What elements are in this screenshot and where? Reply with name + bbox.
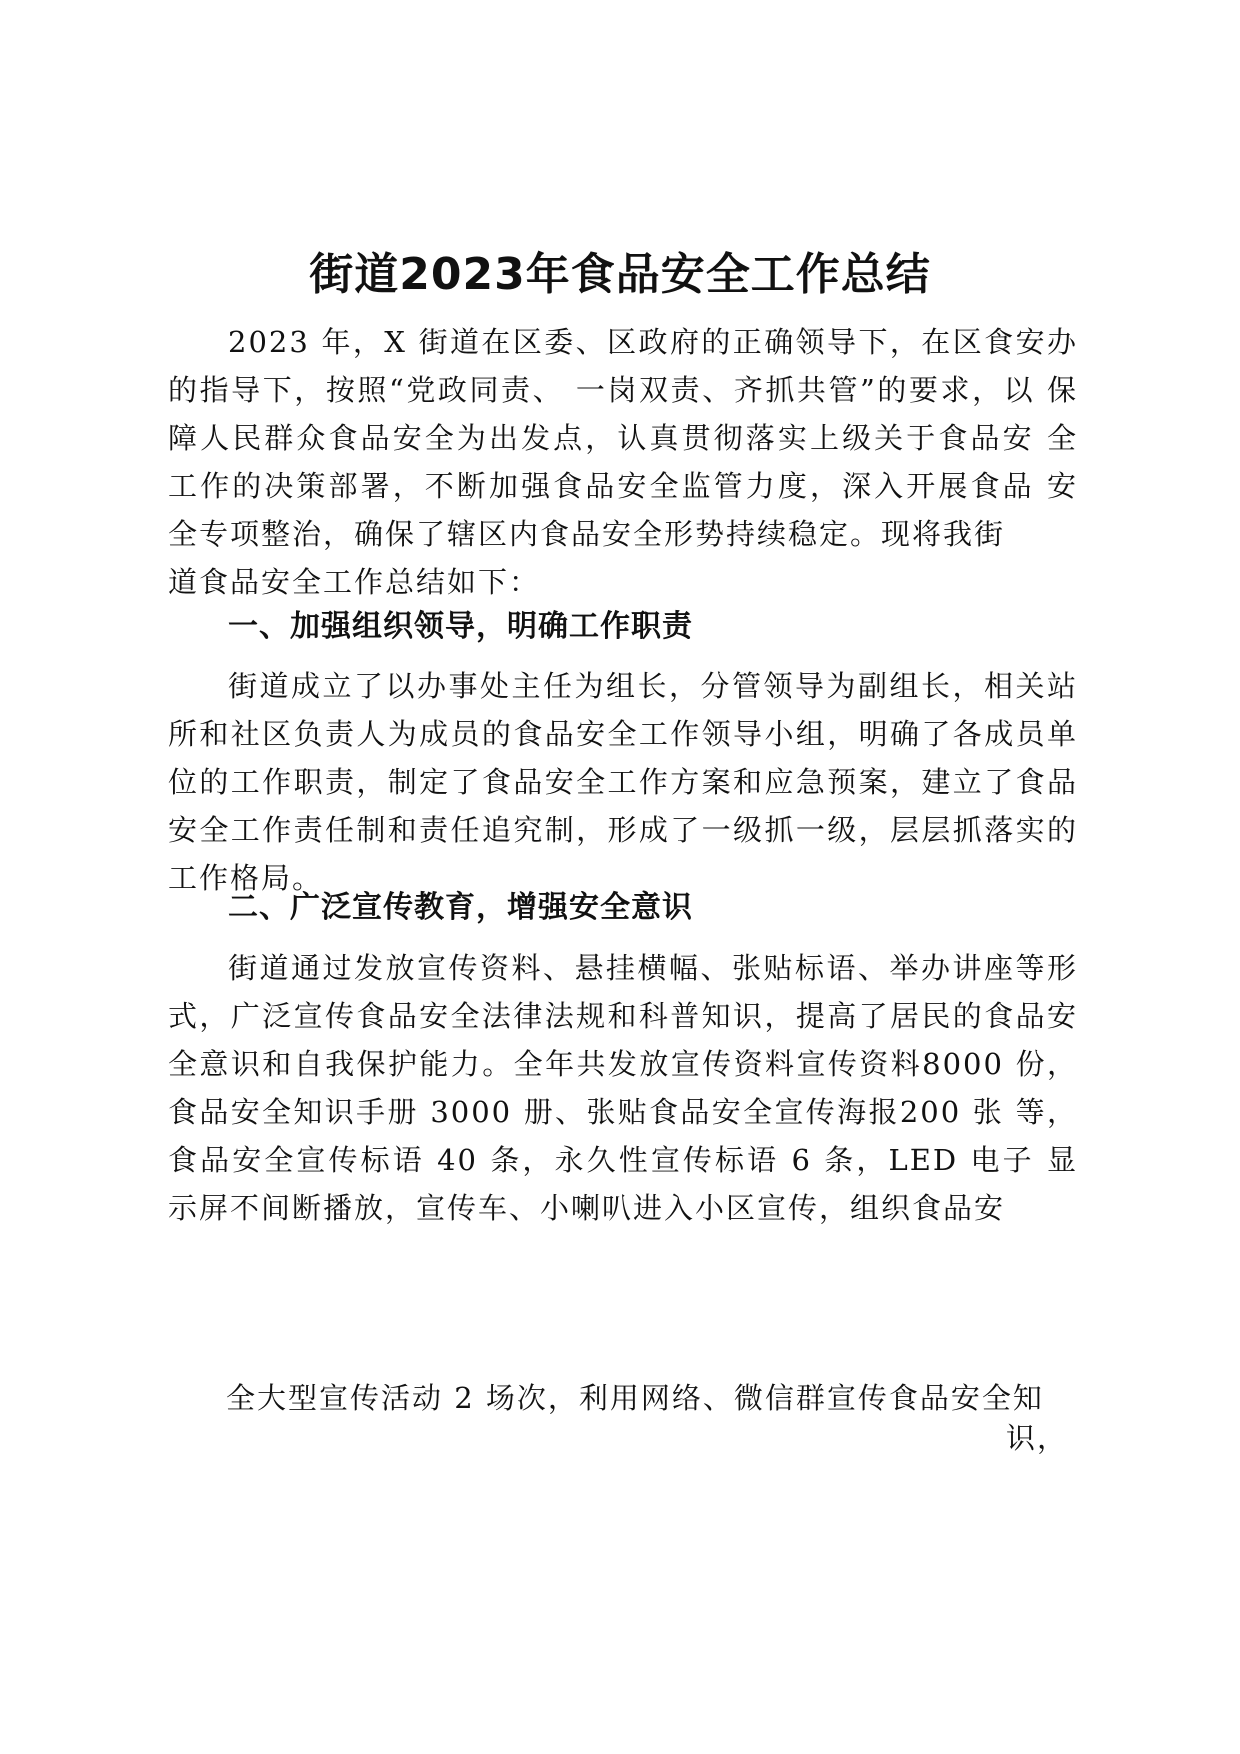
section-2-continuation-end: 识，: [1005, 1421, 1068, 1455]
section-2-continuation-line: 全大型宣传活动 2 场次，利用网络、微信群宣传食品安全知: [226, 1381, 1044, 1415]
section-heading-1: 一、加强组织领导，明确工作职责: [228, 609, 693, 644]
section-paragraph-2: 街道通过发放宣传资料、悬挂横幅、张贴标语、举办讲座等形式，广泛宣传食品安全法律法规和科普知识，提高了居民的食品安全意识和自我保护能力。全年共发放宣传资料宣传资料8000 份，食品安全知识手册 3000 册、张贴食品安全宣传海报200 张 等，食品安全宣传标语 40 条，永久性宣传标语 6 条，LED 电子 显示屏不间断播放，宣传车、小喇叭进入小区宣传，组织食品安: [168, 951, 1078, 1225]
intro-paragraph: 2023 年，X 街道在区委、区政府的正确领导下，在区食安办 的指导下，按照“党政同责、 一岗双责、齐抓共管”的要求，以 保障人民群众食品安全为出发点，认真贯彻落实上级关于食品安 全工作的决策部署，不断加强食品安全监管力度，深入开展食品 安全专项整治，确保了辖区内食品安全形势持续稳定。现将我街: [168, 325, 1078, 551]
document-title: 街道2023年食品安全工作总结: [309, 249, 931, 300]
section-heading-2: 二、广泛宣传教育，增强安全意识: [228, 890, 693, 925]
intro-continuation: 道食品安全工作总结如下：: [168, 565, 541, 599]
section-paragraph-1: 街道成立了以办事处主任为组长，分管领导为副组长，相关站所和社区负责人为成员的食品安全工作领导小组，明确了各成员单位的工作职责，制定了食品安全工作方案和应急预案，建立了食品安全工作责任制和责任追究制，形成了一级抓一级，层层抓落实的工作格局。: [168, 669, 1078, 895]
